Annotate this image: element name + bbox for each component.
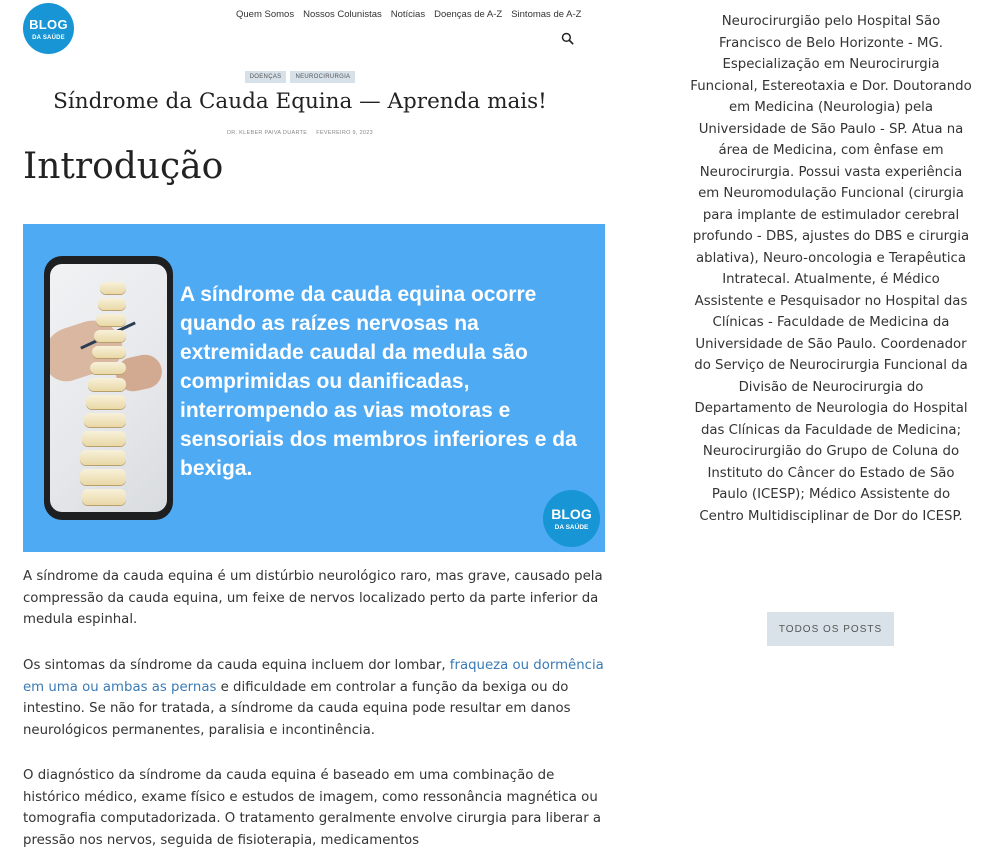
nav-sintomas-a-z[interactable]: Sintomas de A-Z <box>511 9 582 20</box>
all-posts-button[interactable]: TODOS OS POSTS <box>767 612 894 646</box>
vertebra <box>96 314 126 326</box>
search-icon[interactable] <box>561 32 574 45</box>
post-author[interactable]: DR. KLEBER PAIVA DUARTE <box>226 130 308 136</box>
vertebra <box>90 362 126 374</box>
section-heading: Introdução <box>23 146 224 187</box>
post-meta <box>0 130 600 136</box>
banner-logo-badge <box>543 490 600 547</box>
vertebra <box>94 330 126 342</box>
vertebra <box>98 298 126 310</box>
post-date: FEVEREIRO 9, 2023 <box>316 130 374 136</box>
vertebra <box>86 395 126 409</box>
phone-illustration <box>44 256 173 520</box>
vertebra <box>88 378 126 391</box>
post-title: Síndrome da Cauda Equina — Aprenda mais! <box>53 89 547 114</box>
paragraph-2-text-start: Os sintomas da síndrome da cauda equina incluem dor lombar, <box>23 658 450 673</box>
vertebra <box>82 489 126 505</box>
vertebra <box>82 431 126 446</box>
vertebra <box>84 413 126 427</box>
article-paragraph-2 <box>23 655 606 741</box>
vertebra <box>100 282 126 294</box>
badge-line2: DA SAÚDE <box>554 524 589 531</box>
vertebra <box>80 450 126 465</box>
vertebra <box>92 346 126 358</box>
paragraph-2-text-end: e dificuldade em controlar a função da bexiga ou do intestino. Se não for tratada, a síndrome da cauda equina pode resultar em danos neurológicos permanentes, paralisia e incontinência. <box>23 679 571 738</box>
vertebra <box>80 469 126 485</box>
badge-line1: BLOG <box>551 506 592 522</box>
banner-text: A síndrome da cauda equina ocorre quando as raízes nervosas na extremidade caudal da medula são comprimidas ou danificadas, interrompendo as vias motoras e sensoriais dos membros inferiores e da bexiga. <box>180 283 577 480</box>
nav-doencas-a-z[interactable]: Doenças de A-Z <box>434 9 503 20</box>
nav-nossos-colunistas[interactable]: Nossos Colunistas <box>303 9 382 20</box>
main-nav <box>236 9 581 20</box>
featured-image <box>23 224 605 552</box>
symptoms-link[interactable]: fraqueza ou dormência em uma ou ambas as pernas <box>23 658 604 695</box>
author-bio: Neurocirurgião pelo Hospital São Francisco de Belo Horizonte - MG. Especialização em Neurocirurgia Funcional, Estereotaxia e Dor. Doutorando em Medicina (Neurologia) pela Universidade de São Paulo - SP. Atua na área de Medicina, com ênfase em Neurocirurgia. Possui vasta experiência em Neuromodulação Funcional (cirurgia para implante de estimulador cerebral profundo - DBS, ajustes do DBS e cirurgia ablativa), Neuro-oncologia e Terapêutica Intratecal. Atualmente, é Médico Assistente e Pesquisador no Hospital das Clínicas - Faculdade de Medicina da Universidade de São Paulo. Coordenador do Serviço de Neurocirurgia Funcional da Divisão de Neurocirurgia do Departamento de Neurologia do Hospital das Clínicas da Faculdade de Medicina; Neurocirurgião do Grupo de Coluna do Instituto do Câncer do Estado de São Paulo (ICESP); Médico Assistente do Centro Multidisciplinar de Dor do ICESP. <box>690 14 972 524</box>
post-categories <box>0 71 600 83</box>
nav-noticias[interactable]: Notícias <box>390 9 426 20</box>
article-paragraph-1: A síndrome da cauda equina é um distúrbio neurológico raro, mas grave, causado pela compressão da cauda equina, um feixe de nervos localizado perto da parte inferior da medula espinhal. <box>23 569 603 627</box>
category-tag-neurocirurgia[interactable]: NEUROCIRURGIA <box>290 71 355 83</box>
spine-illustration <box>50 264 167 512</box>
logo-line1: BLOG <box>29 17 68 32</box>
logo-line2: DA SAÚDE <box>32 35 65 41</box>
article-paragraph-3: O diagnóstico da síndrome da cauda equina é baseado em uma combinação de histórico médico, exame físico e estudos de imagem, como ressonância magnética ou tomografia computadorizada. O tratamento geralmente envolve cirurgia para liberar a pressão nos nervos, seguida de fisioterapia, medicamentos <box>23 768 602 848</box>
site-logo[interactable] <box>23 3 74 54</box>
nav-quem-somos[interactable]: Quem Somos <box>236 9 295 20</box>
category-tag-doencas[interactable]: DOENÇAS <box>245 71 287 83</box>
